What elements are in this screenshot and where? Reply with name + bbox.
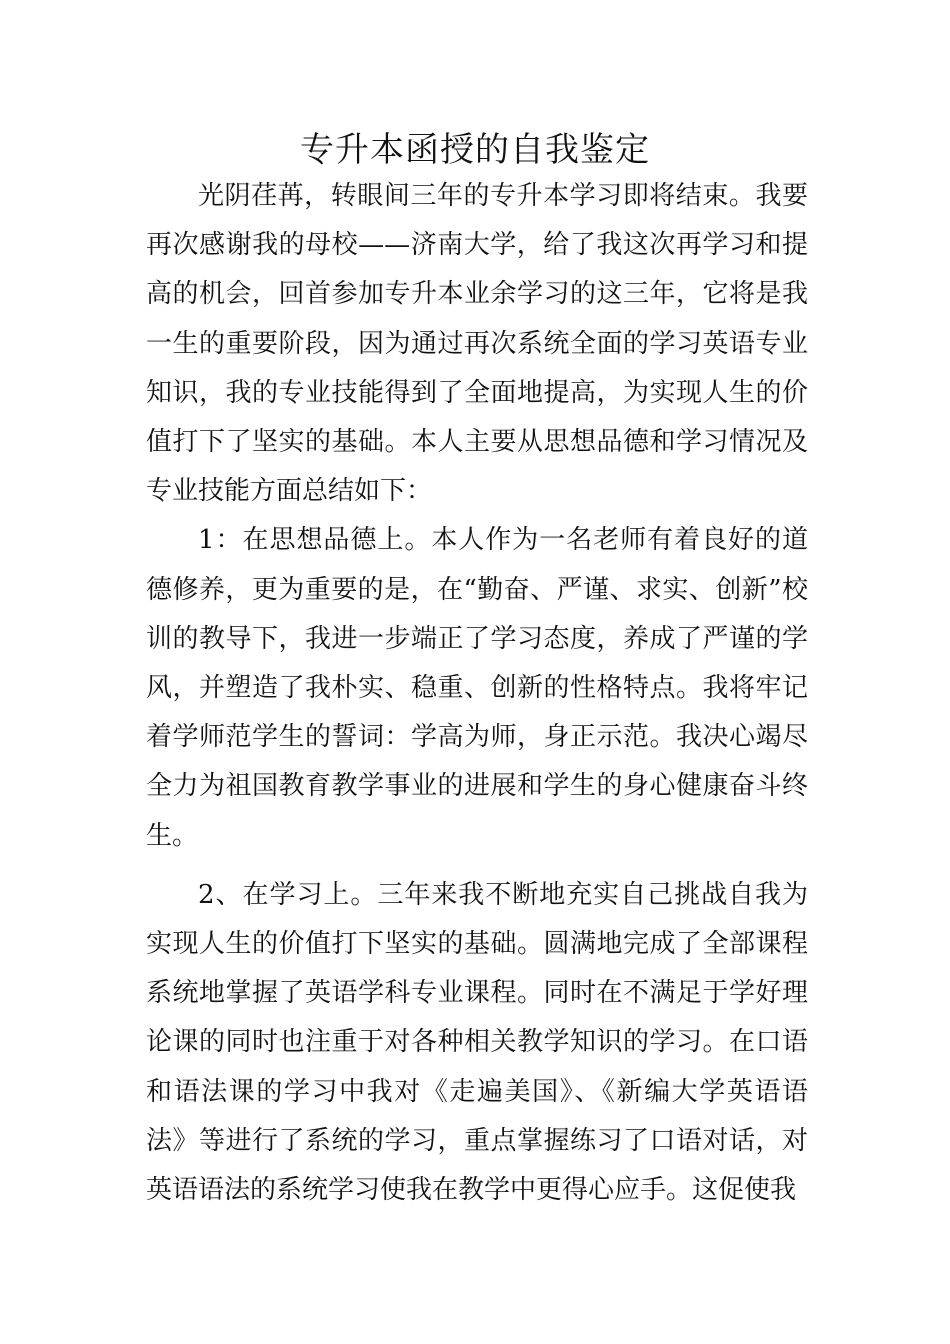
paragraph-intro: 光阴荏苒，转眼间三年的专升本学习即将结束。我要再次感谢我的母校——济南大学，给了我这次再学习和提高的机会，回首参加专升本业余学习的这三年，它将是我一生的重要阶段，因为通过再次系统全面的学习英语专业知识，我的专业技能得到了全面地提高，为实现人生的价值打下了坚实的基础。本人主要从思想品德和学习情况及专业技能方面总结如下： xyxy=(146,181,808,507)
paragraph-study: 2、在学习上。三年来我不断地充实自己挑战自我为实现人生的价值打下坚实的基础。圆满地完成了全部课程系统地掌握了英语学科专业课程。同时在不满足于学好理论课的同时也注重于对各种相关教学知识的学习。在口语和语法课的学习中我对《走遍美国》、《新编大学英语语法》等进行了系统的学习，重点掌握练习了口语对话，对英语语法的系统学习使我在教学中更得心应手。这促使我 xyxy=(146,879,808,1206)
document-title: 专升本函授的自我鉴定 xyxy=(300,130,650,170)
paragraph-moral-character: 1：在思想品德上。本人作为一名老师有着良好的道德修养，更为重要的是，在“勤奋、严谨、求实、创新”校训的教导下，我进一步端正了学习态度，养成了严谨的学风，并塑造了我朴实、稳重、创新的性格特点。我将牢记着学师范学生的誓词：学高为师，身正示范。我决心竭尽全力为祖国教育教学事业的进展和学生的身心健康奋斗终生。 xyxy=(146,525,808,851)
document-body xyxy=(146,172,808,1215)
